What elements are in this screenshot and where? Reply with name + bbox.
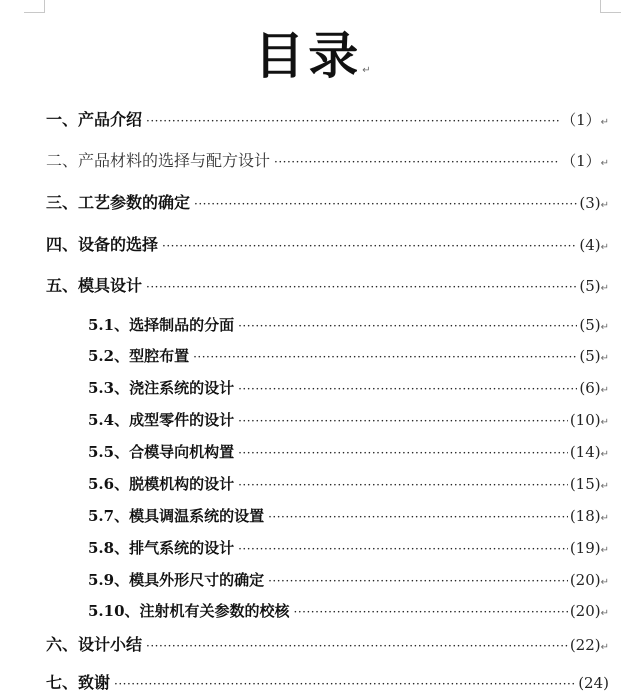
toc-entry[interactable] <box>88 472 609 496</box>
toc-entry-label: 5.7、模具调温系统的设置 <box>88 507 265 525</box>
paragraph-mark-icon: ↵ <box>600 481 609 492</box>
toc-page-number: (20) <box>569 602 601 620</box>
toc-dot-leader <box>146 634 568 658</box>
toc-dot-leader <box>238 314 577 338</box>
toc-entry-label: 5.10、注射机有关参数的校核 <box>88 602 290 620</box>
toc-entry-label: 5.1、选择制品的分面 <box>88 316 235 334</box>
toc-entry-label: 5.9、模具外形尺寸的确定 <box>88 571 265 589</box>
paragraph-mark-icon: ↵ <box>600 449 609 460</box>
toc-page-number: (6) <box>579 379 601 397</box>
paragraph-mark-icon: ↵ <box>600 513 609 524</box>
toc-entry[interactable] <box>46 671 609 695</box>
toc-entry[interactable] <box>46 633 609 657</box>
toc-page-number: (20) <box>569 571 601 589</box>
toc-entry[interactable] <box>46 191 609 215</box>
toc-entry-label: 三、工艺参数的确定 <box>46 193 191 212</box>
toc-dot-leader <box>193 345 577 369</box>
toc-page-number: (5) <box>579 316 601 334</box>
toc-entry[interactable] <box>88 504 609 528</box>
toc-page-number: (19) <box>569 539 601 557</box>
toc-dot-leader <box>146 109 559 133</box>
paragraph-mark-icon: ↵ <box>600 385 609 396</box>
toc-entry[interactable] <box>46 233 609 257</box>
paragraph-mark-icon: ↵ <box>600 608 609 619</box>
toc-entry-label: 5.2、型腔布置 <box>88 347 190 365</box>
toc-dot-leader <box>238 409 568 433</box>
title-text: 目录 <box>254 27 363 85</box>
toc-dot-leader <box>268 505 568 529</box>
toc-dot-leader <box>194 192 577 216</box>
paragraph-mark-icon: ↵ <box>362 65 375 76</box>
paragraph-mark-icon: ↵ <box>600 242 609 253</box>
toc-page-number: (22) <box>569 636 601 654</box>
toc-entry-label: 一、产品介绍 <box>46 110 143 129</box>
toc-page-number: (15) <box>569 475 601 493</box>
toc-entry-label: 二、产品材料的选择与配方设计 <box>46 151 271 170</box>
toc-page-number: (10) <box>569 411 601 429</box>
toc-page-number: (4) <box>579 236 601 254</box>
paragraph-mark-icon: ↵ <box>600 283 609 294</box>
toc-entry-label: 五、模具设计 <box>46 276 143 295</box>
toc-entry-label: 四、设备的选择 <box>46 235 159 254</box>
toc-page-number: (5) <box>579 277 601 295</box>
paragraph-mark-icon: ↵ <box>600 158 609 169</box>
paragraph-mark-icon: ↵ <box>600 322 609 333</box>
toc-entry[interactable] <box>46 274 609 298</box>
paragraph-mark-icon: ↵ <box>600 117 609 128</box>
toc-page-number: (3) <box>579 194 601 212</box>
toc-entry-label: 六、设计小结 <box>46 635 143 654</box>
paragraph-mark-icon: ↵ <box>600 577 609 588</box>
paragraph-mark-icon: ↵ <box>600 545 609 556</box>
paragraph-mark-icon: ↵ <box>600 642 609 653</box>
toc-dot-leader <box>146 275 577 299</box>
toc-dot-leader <box>162 234 577 258</box>
toc-dot-leader <box>268 569 568 593</box>
toc-dot-leader <box>238 473 568 497</box>
toc-dot-leader <box>238 537 568 561</box>
paragraph-mark-icon: ↵ <box>600 417 609 428</box>
toc-page-number: (14) <box>569 443 601 461</box>
toc-entry[interactable] <box>88 599 609 623</box>
margin-corner-mark-right <box>600 0 621 13</box>
toc-entry[interactable] <box>88 344 609 368</box>
document-title[interactable] <box>0 26 629 101</box>
toc-entry[interactable] <box>88 568 609 592</box>
toc-dot-leader <box>238 377 577 401</box>
toc-dot-leader <box>114 672 576 696</box>
margin-corner-mark-left <box>24 0 45 13</box>
toc-dot-leader <box>294 600 568 624</box>
toc-entry[interactable] <box>88 536 609 560</box>
paragraph-mark-icon: ↵ <box>600 353 609 364</box>
toc-entry-label: 5.6、脱模机构的设计 <box>88 475 235 493</box>
toc-entry[interactable] <box>88 440 609 464</box>
toc-page-number: （1） <box>561 111 601 129</box>
toc-entry[interactable] <box>88 376 609 400</box>
toc-page-number: (24) <box>578 674 609 692</box>
toc-page-number: （1） <box>561 152 601 170</box>
toc-entry-label: 5.4、成型零件的设计 <box>88 411 235 429</box>
paragraph-mark-icon: ↵ <box>600 200 609 211</box>
toc-entry-label: 5.5、合模导向机构置 <box>88 443 235 461</box>
toc-dot-leader <box>238 441 568 465</box>
toc-entry-label: 5.3、浇注系统的设计 <box>88 379 235 397</box>
toc-page-number: (5) <box>579 347 601 365</box>
toc-page-number: (18) <box>569 507 601 525</box>
toc-entry-label: 5.8、排气系统的设计 <box>88 539 235 557</box>
toc-entry[interactable] <box>88 313 609 337</box>
toc-entry[interactable] <box>46 149 609 173</box>
toc-entry[interactable] <box>46 108 609 132</box>
toc-dot-leader <box>274 150 559 174</box>
toc-entry[interactable] <box>88 408 609 432</box>
toc-entry-label: 七、致谢 <box>46 673 111 692</box>
